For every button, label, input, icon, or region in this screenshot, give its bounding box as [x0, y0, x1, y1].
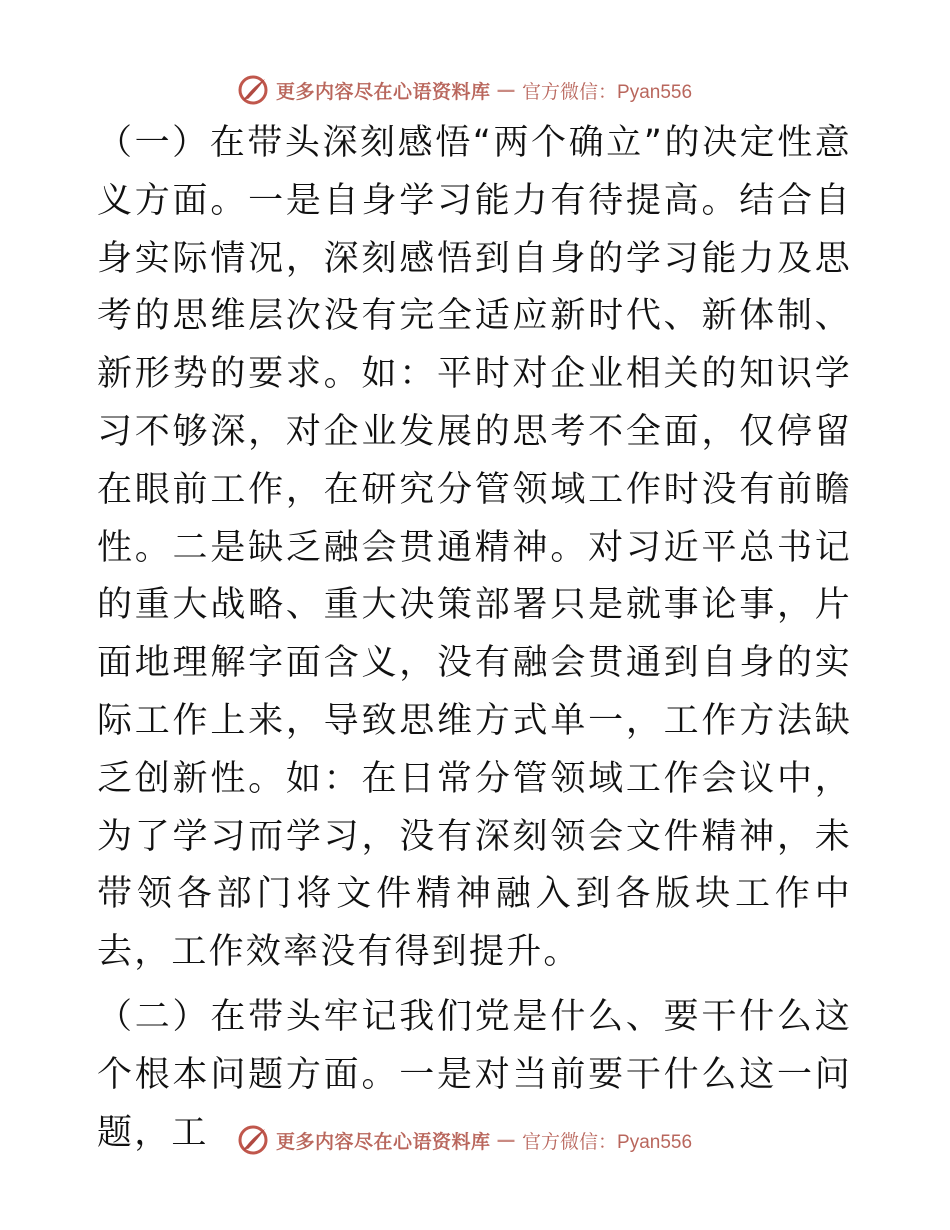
banner-wechat	[522, 1127, 692, 1154]
banner-wechat-label: 官方微信：	[522, 1130, 618, 1153]
banner-wechat-handle: Pyan556	[617, 81, 693, 103]
banner-wechat-handle: Pyan556	[617, 1131, 693, 1153]
banner-title: 更多内容尽在心语资料库	[276, 80, 491, 103]
footer-banner	[236, 1121, 692, 1159]
quill-pen-logo-icon	[236, 73, 270, 107]
banner-separator: —	[496, 79, 517, 101]
paragraph-1: （一）在带头深刻感悟“两个确立”的决定性意义方面。一是自身学习能力有待提高。结合自身实际情况，深刻感悟到自身的学习能力及思考的思维层次没有完全适应新时代、新体制、新形势的要求。如：平时对企业相关的知识学习不够深，对企业发展的思考不全面，仅停留在眼前工作，在研究分管领域工作时没有前瞻性。二是缺乏融会贯通精神。对习近平总书记的重大战略、重大决策部署只是就事论事，片面地理解字面含义，没有融会贯通到自身的实际工作上来，导致思维方式单一，工作方法缺乏创新性。如：在日常分管领域工作会议中，为了学习而学习，没有深刻领会文件精神，未带领各部门将文件精神融入到各版块工作中去，工作效率没有得到提升。	[97, 123, 852, 973]
banner-title: 更多内容尽在心语资料库	[276, 1130, 491, 1153]
header-banner	[236, 71, 692, 109]
document-body	[97, 115, 852, 1162]
banner-separator: —	[496, 1129, 517, 1151]
banner-wechat	[522, 77, 692, 104]
quill-pen-logo-icon	[236, 1123, 270, 1157]
banner-wechat-label: 官方微信：	[522, 80, 618, 103]
paragraph-2: （二）在带头牢记我们党是什么、要干什么这个根本问题方面。一是对当前要干什么这一问题，工	[97, 996, 852, 1153]
